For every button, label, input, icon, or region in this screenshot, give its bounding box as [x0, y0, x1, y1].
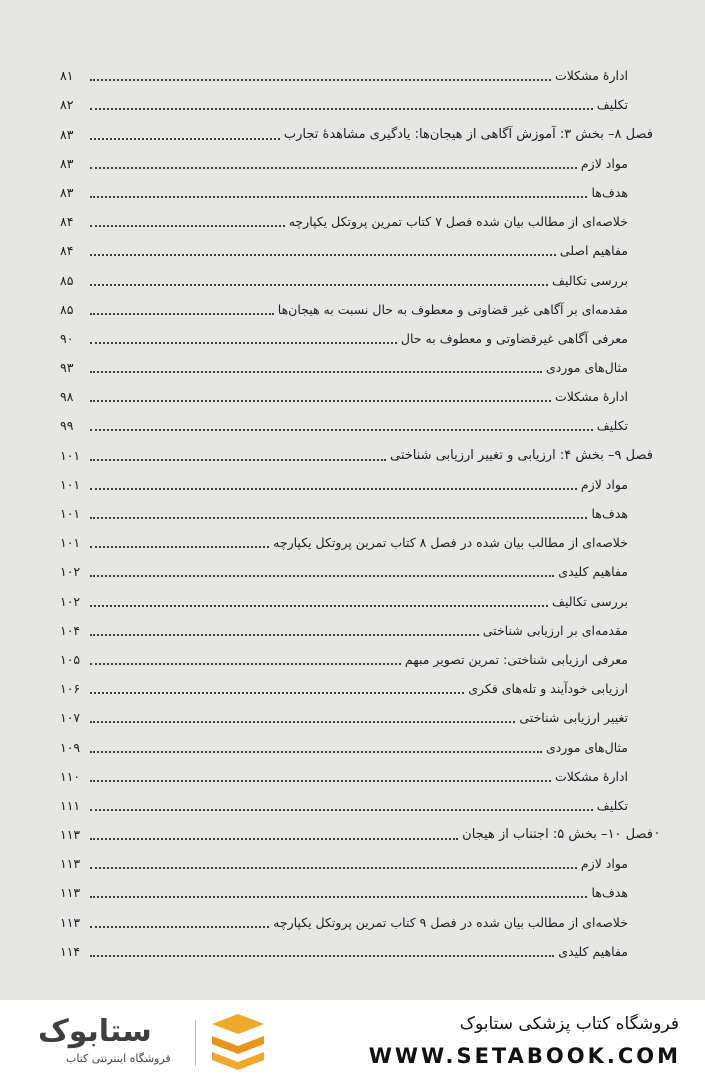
- toc-entry-row: [60, 147, 653, 176]
- dot-leader: [90, 605, 548, 607]
- dot-leader: [90, 780, 551, 782]
- toc-entry-row: [60, 409, 653, 438]
- toc-entry-row: [60, 176, 653, 205]
- page-speck: [656, 832, 658, 834]
- toc-page-number: ۱۱۳: [60, 914, 81, 930]
- toc-page-number: ۱۰۲: [60, 564, 81, 580]
- toc-page-number: ۱۱۳: [60, 827, 81, 843]
- toc-entry-row: [60, 497, 653, 526]
- toc-entry-title: بررسی تکالیف: [552, 593, 628, 609]
- dot-leader: [90, 313, 274, 315]
- toc-entry-row: [60, 789, 653, 818]
- toc-entry-title: خلاصه‌ای از مطالب بیان شده فصل ۷ کتاب تمرین پروتکل یکپارچه: [288, 214, 628, 230]
- dot-leader: [90, 138, 280, 140]
- toc-page-number: ۸۵: [60, 272, 74, 288]
- logo-subtitle: فروشگاه اینترنتی کتاب: [66, 1052, 171, 1065]
- dot-leader: [90, 838, 458, 840]
- toc-entry-row: [60, 293, 653, 322]
- dot-leader: [90, 955, 554, 957]
- toc-entry-title: تکلیف: [596, 797, 628, 813]
- toc-page-number: ۸۱: [60, 68, 74, 84]
- logo-wordmark: ستابوک: [38, 1014, 152, 1049]
- toc-entry-row: [60, 322, 653, 351]
- toc-entry-row: [60, 380, 653, 409]
- toc-entry-row: [60, 935, 653, 964]
- toc-page-number: ۸۲: [60, 97, 74, 113]
- dot-leader: [90, 400, 551, 402]
- toc-entry-row: [60, 643, 653, 672]
- toc-entry-row: [60, 614, 653, 643]
- dot-leader: [90, 692, 464, 694]
- dot-leader: [90, 751, 542, 753]
- toc-entry-title: مقدمه‌ای بر ارزیابی شناختی: [482, 622, 628, 638]
- toc-page-number: ۱۰۲: [60, 593, 81, 609]
- toc-entry-title: هدف‌ها: [591, 885, 628, 901]
- dot-leader: [90, 896, 587, 898]
- toc-entry-row: [60, 584, 653, 613]
- toc-entry-title: تکلیف: [596, 97, 628, 113]
- toc-entry-row: [60, 234, 653, 263]
- toc-entry-row: [60, 701, 653, 730]
- toc-page-number: ۱۰۱: [60, 506, 81, 521]
- dot-leader: [90, 721, 515, 723]
- dot-leader: [90, 867, 577, 869]
- toc-entry-row: [60, 205, 653, 234]
- toc-entry-title: تغییر ارزیابی شناختی: [519, 710, 628, 726]
- toc-entry-title: معرفی آگاهی غیرقضاوتی و معطوف به حال: [400, 330, 628, 346]
- dot-leader: [90, 459, 386, 461]
- toc-entry-row: [60, 672, 653, 701]
- dot-leader: [90, 79, 551, 81]
- dot-leader: [90, 342, 397, 344]
- toc-entry-title: مقدمه‌ای بر آگاهی غیر قضاوتی و معطوف به حال نسبت به هیجان‌ها: [277, 301, 628, 317]
- toc-entry-title: فصل ۹– بخش ۴: ارزیابی و تغییر ارزیابی شناختی: [390, 447, 653, 463]
- toc-entry-title: ادارهٔ مشکلات: [554, 389, 628, 405]
- toc-entry-title: ادارهٔ مشکلات: [554, 68, 628, 84]
- dot-leader: [90, 488, 577, 490]
- dot-leader: [90, 546, 269, 548]
- toc-page-number: ۱۰۶: [60, 681, 81, 697]
- toc-entry-title: مفاهیم اصلی: [559, 243, 628, 259]
- toc-chapter-row: [60, 117, 653, 146]
- dot-leader: [90, 196, 587, 198]
- dot-leader: [90, 517, 587, 519]
- toc-chapter-row: [60, 438, 653, 467]
- dot-leader: [90, 634, 479, 636]
- dot-leader: [90, 108, 593, 110]
- toc-entry-row: [60, 876, 653, 905]
- toc-entry-row: [60, 555, 653, 584]
- toc-entry-title: فصل ۱۰– بخش ۵: اجتناب از هیجان: [462, 827, 653, 843]
- dot-leader: [90, 371, 542, 373]
- logo-separator: [195, 1020, 196, 1066]
- toc-page-number: ۱۰۱: [60, 447, 81, 463]
- toc-entry-title: مثال‌های موردی: [545, 360, 628, 376]
- toc-entry-title: مواد لازم: [580, 856, 628, 872]
- toc-page-number: ۹۸: [60, 389, 74, 405]
- toc-page-number: ۹۳: [60, 360, 74, 376]
- toc-page-number: ۹۰: [60, 330, 74, 346]
- dot-leader: [90, 809, 593, 811]
- toc-page-number: ۱۰۵: [60, 651, 81, 667]
- toc-page-number: ۱۰۴: [60, 622, 81, 638]
- dot-leader: [90, 167, 577, 169]
- table-of-contents: [60, 59, 653, 964]
- toc-entry-row: [60, 351, 653, 380]
- toc-entry-row: [60, 59, 653, 88]
- toc-page-number: ۱۱۴: [60, 943, 81, 959]
- toc-entry-title: معرفی ارزیابی شناختی: تمرین تصویر مبهم: [404, 651, 628, 667]
- dot-leader: [90, 926, 269, 928]
- toc-entry-title: خلاصه‌ای از مطالب بیان شده در فصل ۸ کتاب تمرین پروتکل یکپارچه: [273, 535, 628, 551]
- toc-entry-row: [60, 88, 653, 117]
- toc-entry-row: [60, 468, 653, 497]
- toc-entry-title: هدف‌ها: [591, 184, 628, 200]
- toc-page-number: ۱۰۱: [60, 535, 81, 551]
- toc-entry-title: ادارهٔ مشکلات: [554, 768, 628, 784]
- setabook-logo: [30, 1014, 280, 1070]
- watermark-footer: [0, 1000, 705, 1079]
- toc-entry-title: مثال‌های موردی: [545, 739, 628, 755]
- toc-page-number: ۸۴: [60, 243, 74, 259]
- toc-entry-row: [60, 730, 653, 759]
- toc-page-number: ۸۳: [60, 126, 74, 142]
- toc-entry-title: فصل ۸– بخش ۳: آموزش آگاهی از هیجان‌ها: یادگیری مشاهدهٔ تجارب: [283, 126, 653, 142]
- toc-entry-title: هدف‌ها: [591, 506, 628, 521]
- toc-chapter-row: [60, 818, 653, 847]
- toc-entry-title: بررسی تکالیف: [552, 272, 628, 288]
- toc-entry-row: [60, 905, 653, 934]
- toc-entry-title: مفاهیم کلیدی: [558, 564, 628, 580]
- toc-page-number: ۸۴: [60, 214, 74, 230]
- store-url[interactable]: WWW.SETABOOK.COM: [368, 1044, 681, 1068]
- toc-entry-title: ارزیابی خودآیند و تله‌های فکری: [468, 681, 628, 697]
- dot-leader: [90, 254, 556, 256]
- toc-entry-row: [60, 526, 653, 555]
- toc-page-number: ۸۵: [60, 301, 74, 317]
- dot-leader: [90, 225, 285, 227]
- toc-page-number: ۱۱۰: [60, 768, 81, 784]
- dot-leader: [90, 284, 548, 286]
- toc-page-number: ۱۰۹: [60, 739, 81, 755]
- toc-page-number: ۱۱۳: [60, 856, 81, 872]
- toc-page-number: ۱۱۱: [60, 797, 81, 813]
- toc-page-number: ۱۰۱: [60, 476, 81, 492]
- toc-page-number: ۱۱۳: [60, 885, 81, 901]
- dot-leader: [90, 663, 401, 665]
- dot-leader: [90, 575, 554, 577]
- toc-entry-title: مفاهیم کلیدی: [558, 943, 628, 959]
- dot-leader: [90, 429, 593, 431]
- toc-page-number: ۹۹: [60, 418, 74, 434]
- toc-entry-title: تکلیف: [596, 418, 628, 434]
- book-stack-icon: [208, 1014, 268, 1070]
- toc-entry-title: خلاصه‌ای از مطالب بیان شده در فصل ۹ کتاب تمرین پروتکل یکپارچه: [273, 914, 628, 930]
- toc-entry-row: [60, 847, 653, 876]
- toc-entry-row: [60, 760, 653, 789]
- toc-page-number: ۸۳: [60, 155, 74, 171]
- toc-entry-title: مواد لازم: [580, 155, 628, 171]
- store-name: فروشگاه کتاب پزشکی ستابوک: [459, 1014, 679, 1034]
- toc-entry-title: مواد لازم: [580, 476, 628, 492]
- toc-page-number: ۱۰۷: [60, 710, 81, 726]
- toc-entry-row: [60, 263, 653, 292]
- toc-page-number: ۸۳: [60, 184, 74, 200]
